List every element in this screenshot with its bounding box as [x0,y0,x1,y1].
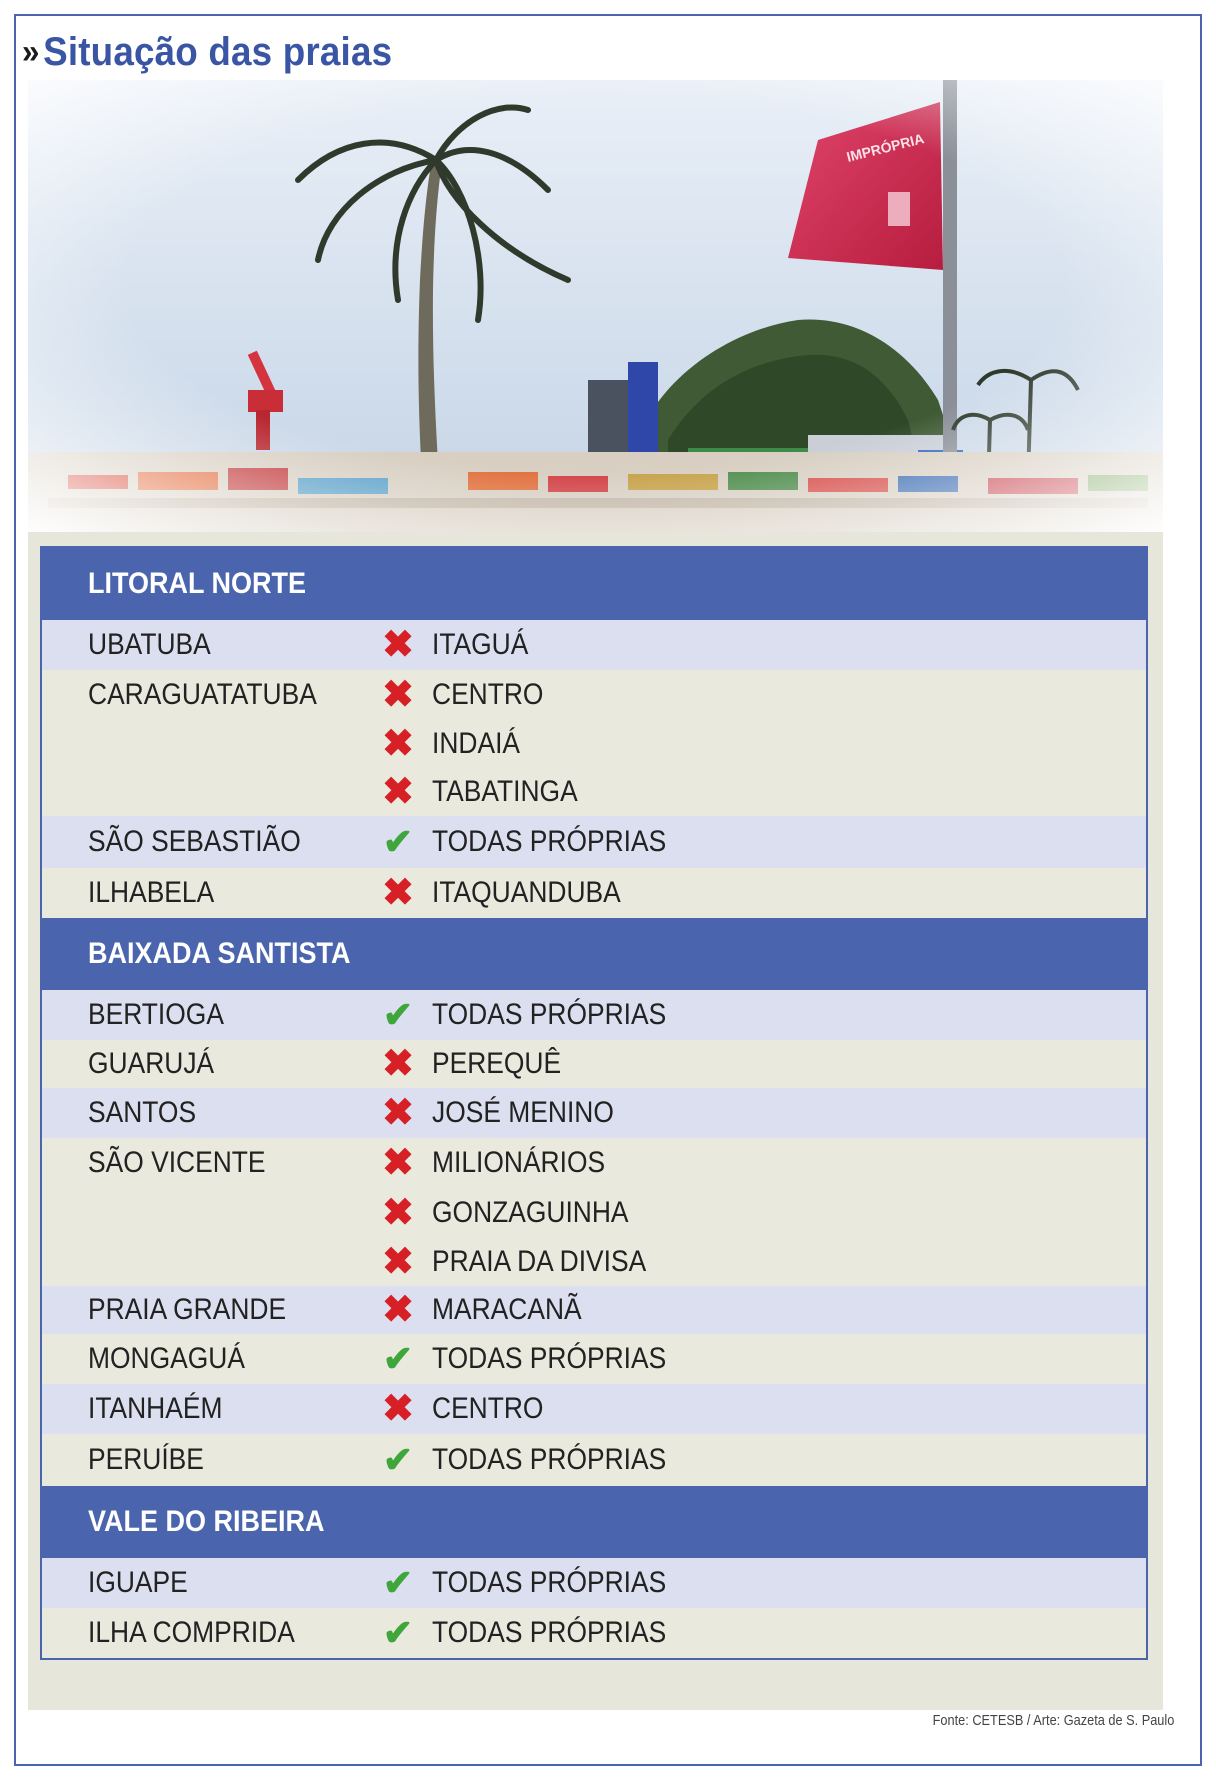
section-title: LITORAL NORTE [88,567,307,600]
city-cell [42,678,372,712]
city-name: SÃO VICENTE [88,1146,266,1179]
status-cell [372,821,424,862]
beach-cell [424,998,698,1032]
status-cell [372,1612,424,1653]
check-icon: ✔ [382,1612,414,1653]
cross-icon: ✖ [382,674,414,716]
status-cell [372,1291,424,1329]
city-name: IGUAPE [88,1566,188,1599]
beach-cell [424,1392,559,1426]
status-cell [372,874,424,912]
city-name: CARAGUATATUBA [88,678,317,711]
status-cell [372,1338,424,1379]
status-cell [372,676,424,714]
beach-name: TODAS PRÓPRIAS [432,825,667,858]
beach-cell [424,1293,602,1327]
check-icon: ✔ [382,994,414,1035]
table-row [42,1088,1146,1138]
table-row [42,1608,1146,1658]
cross-icon: ✖ [382,1388,414,1430]
table-row [42,1286,1146,1334]
status-cell [372,1144,424,1182]
table-row [42,620,1146,670]
cross-icon: ✖ [382,624,414,666]
section-header [42,1486,1146,1558]
beach-name: TODAS PRÓPRIAS [432,998,667,1031]
cross-icon: ✖ [382,1192,414,1234]
city-name: PRAIA GRANDE [88,1293,287,1326]
status-cell [372,1562,424,1603]
chevron-right-icon: » [22,33,33,71]
status-cell [372,773,424,811]
table-background [28,532,1163,1710]
city-name: BERTIOGA [88,998,224,1031]
beach-cell [424,1245,675,1279]
table-row [42,670,1146,720]
beach-name: PRAIA DA DIVISA [432,1245,647,1278]
beach-name: TABATINGA [432,775,578,808]
beach-cell [424,727,532,761]
city-cell [42,825,372,859]
status-cell [372,626,424,664]
beach-cell [424,1196,655,1230]
city-cell [42,1293,372,1327]
beach-name: INDAIÁ [432,727,521,760]
city-name: ITANHAÉM [88,1392,223,1425]
section-title: BAIXADA SANTISTA [88,937,351,970]
city-cell [42,1392,372,1426]
city-name: GUARUJÁ [88,1047,215,1080]
beach-cell [424,1047,579,1081]
status-cell [372,1094,424,1132]
city-name: UBATUBA [88,628,211,661]
beach-name: TODAS PRÓPRIAS [432,1566,667,1599]
beach-cell [424,775,598,809]
beach-name: JOSÉ MENINO [432,1096,614,1129]
table-row [42,1138,1146,1188]
beach-cell [424,825,698,859]
table-row [42,1238,1146,1286]
beach-name: GONZAGUINHA [432,1196,629,1229]
section-title: VALE DO RIBEIRA [88,1505,325,1538]
table-row [42,768,1146,816]
beach-cell [424,1146,629,1180]
table-row [42,1334,1146,1384]
beach-name: ITAGUÁ [432,628,529,661]
beach-name: ITAQUANDUBA [432,876,621,909]
city-name: PERUÍBE [88,1443,204,1476]
beach-cell [424,876,646,910]
beach-cell [424,1096,639,1130]
beach-cell [424,1616,698,1650]
table-row [42,1188,1146,1238]
beach-name: CENTRO [432,678,544,711]
table-row [42,990,1146,1040]
city-name: ILHABELA [88,876,215,909]
beach-photo [28,80,1163,532]
city-name: ILHA COMPRIDA [88,1616,295,1649]
cross-icon: ✖ [382,1043,414,1085]
table-row [42,1558,1146,1608]
check-icon: ✔ [382,1338,414,1379]
cross-icon: ✖ [382,1241,414,1283]
status-cell [372,725,424,763]
city-cell [42,1616,372,1650]
table-row [42,1384,1146,1434]
title-text: Situação das praias [43,30,393,74]
city-cell [42,1096,372,1130]
beach-name: MILIONÁRIOS [432,1146,606,1179]
beach-name: TODAS PRÓPRIAS [432,1443,667,1476]
city-cell [42,998,372,1032]
cross-icon: ✖ [382,1142,414,1184]
city-cell [42,1566,372,1600]
city-name: MONGAGUÁ [88,1342,245,1375]
check-icon: ✔ [382,1439,414,1480]
table-row [42,868,1146,918]
city-name: SÃO SEBASTIÃO [88,825,301,858]
city-cell [42,1245,372,1279]
city-cell [42,775,372,809]
beach-cell [424,1443,698,1477]
beach-cell [424,628,541,662]
check-icon: ✔ [382,821,414,862]
city-cell [42,1342,372,1376]
cross-icon: ✖ [382,872,414,914]
beach-name: CENTRO [432,1392,544,1425]
beach-cell [424,678,559,712]
section-header [42,548,1146,620]
section-header [42,918,1146,990]
city-cell [42,1047,372,1081]
cross-icon: ✖ [382,771,414,813]
source-credit: Fonte: CETESB / Arte: Gazeta de S. Paulo [932,1712,1174,1729]
status-cell [372,1439,424,1480]
beach-status-table [40,546,1148,1660]
table-row [42,720,1146,768]
cross-icon: ✖ [382,723,414,765]
cross-icon: ✖ [382,1289,414,1331]
city-name: SANTOS [88,1096,197,1129]
table-row [42,816,1146,868]
beach-name: MARACANÃ [432,1293,582,1326]
cross-icon: ✖ [382,1092,414,1134]
city-cell [42,727,372,761]
check-icon: ✔ [382,1562,414,1603]
status-cell [372,1194,424,1232]
city-cell [42,876,372,910]
city-cell [42,1443,372,1477]
beach-name: TODAS PRÓPRIAS [432,1616,667,1649]
beach-cell [424,1342,698,1376]
beach-name: PEREQUÊ [432,1047,562,1080]
city-cell [42,1196,372,1230]
city-cell [42,628,372,662]
table-row [42,1434,1146,1486]
beach-name: TODAS PRÓPRIAS [432,1342,667,1375]
status-cell [372,1045,424,1083]
beach-cell [424,1566,698,1600]
status-cell [372,1390,424,1428]
status-cell [372,994,424,1035]
page-title [22,30,392,75]
table-row [42,1040,1146,1088]
status-cell [372,1243,424,1281]
city-cell [42,1146,372,1180]
